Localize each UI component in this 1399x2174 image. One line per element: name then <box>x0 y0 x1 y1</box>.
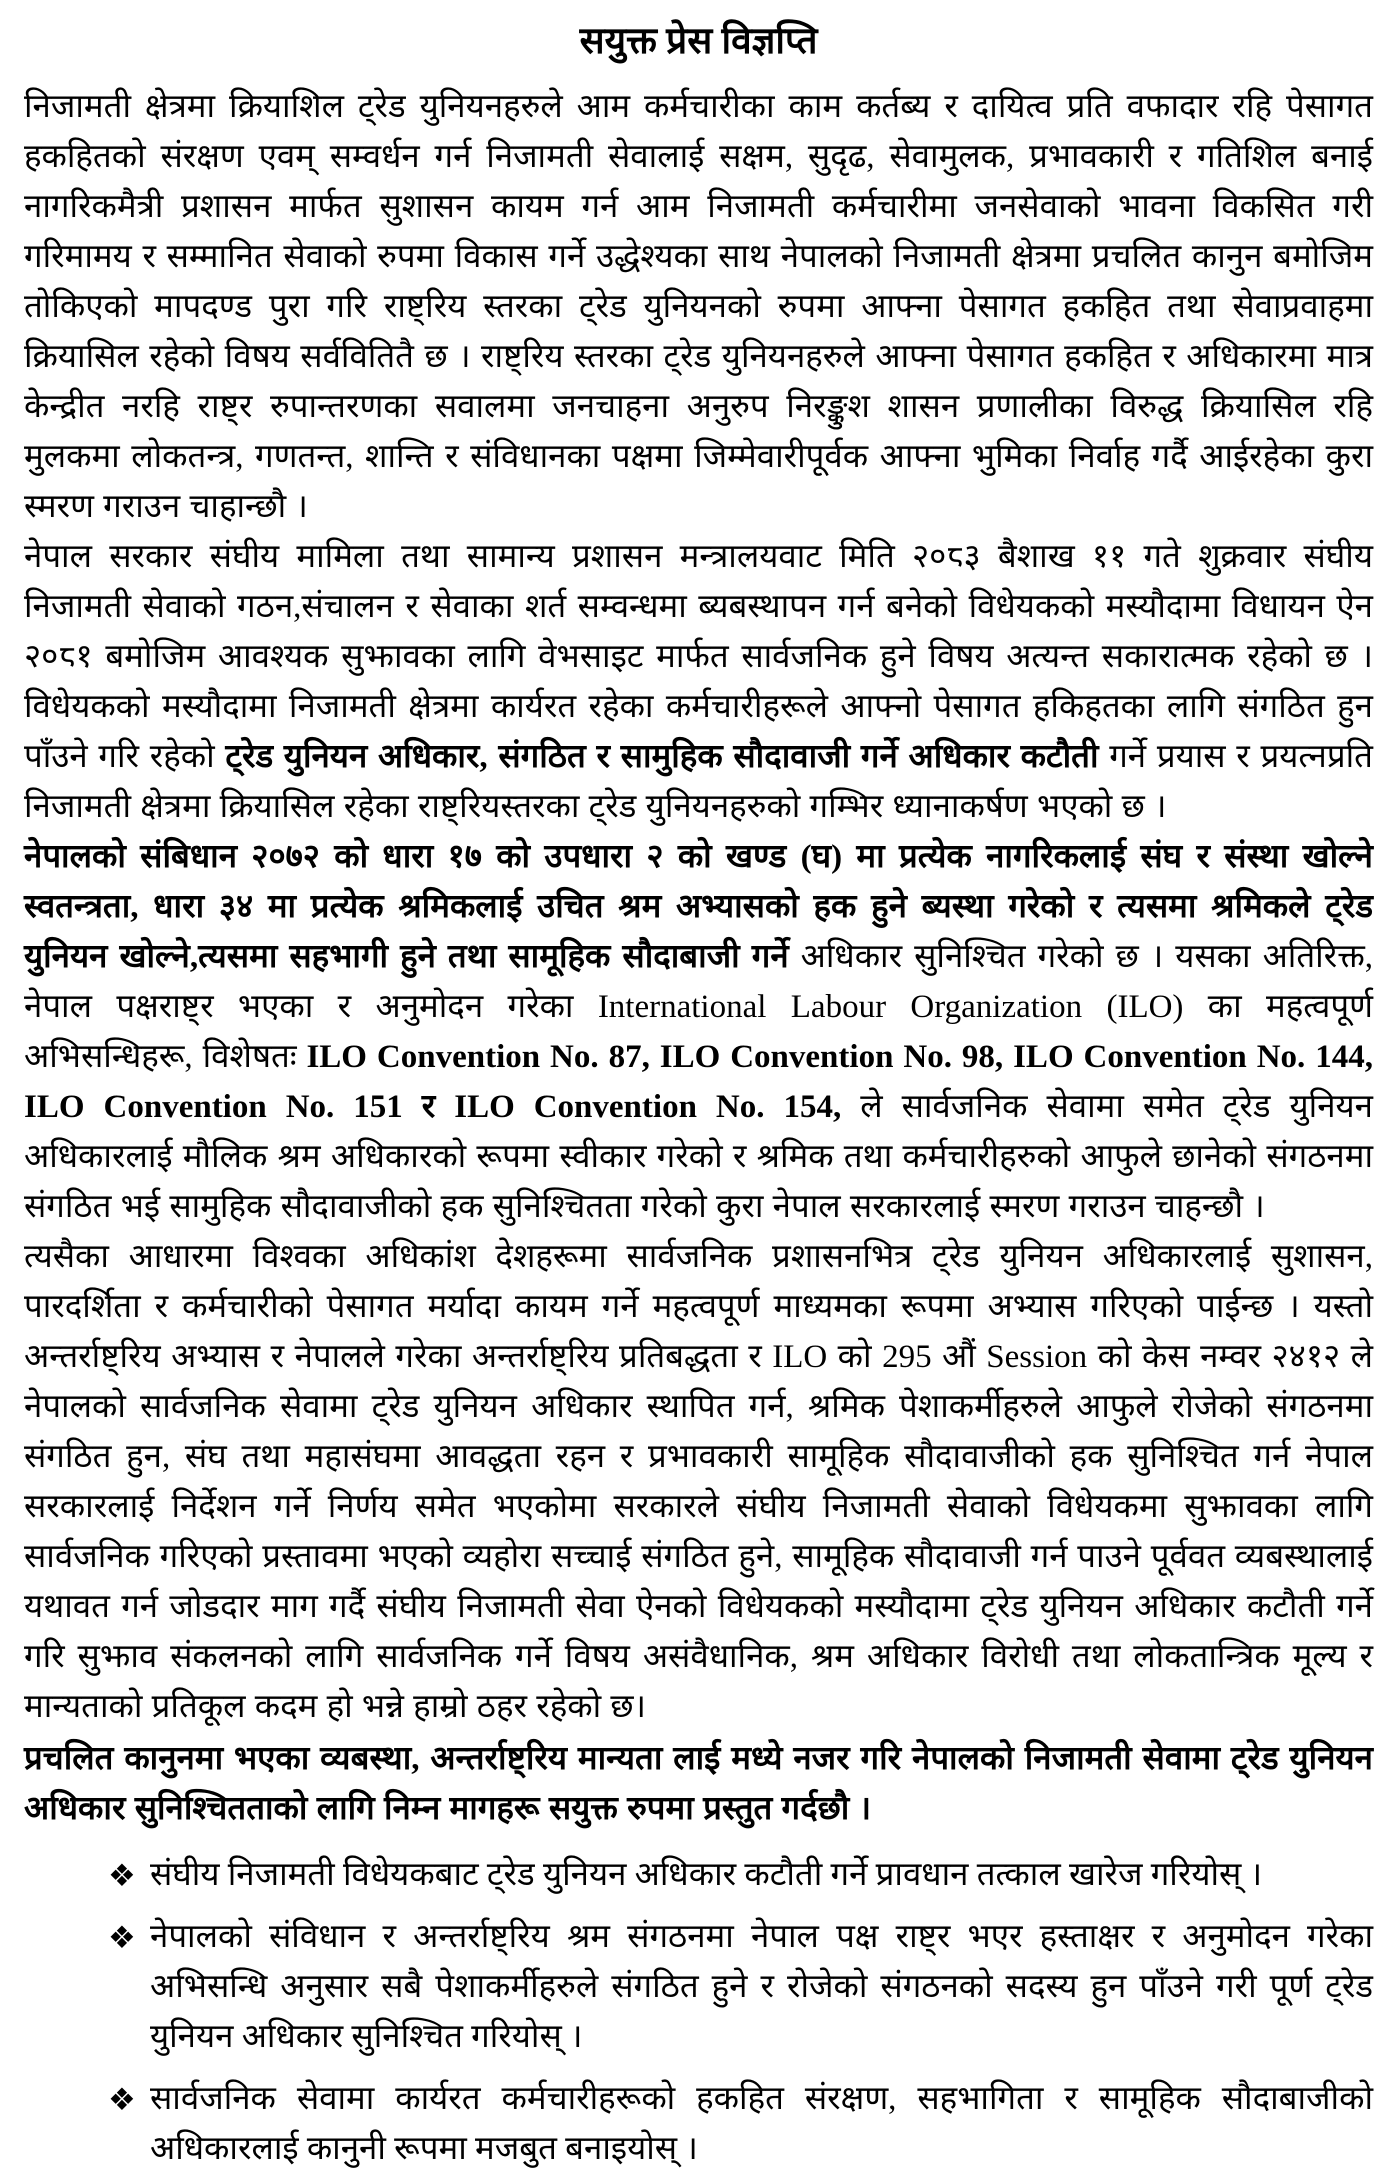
text-run-bold-union-rights-cut: ट्रेड युनियन अधिकार, संगठित र सामुहिक सौदावाजी गर्ने अधिकार कटौती <box>225 739 1099 775</box>
paragraph-bill-draft-concern <box>24 532 1373 832</box>
paragraph-demands-intro <box>24 1734 1373 1834</box>
paragraph-union-role <box>24 82 1373 532</box>
text-run-bold-ilo-conventions: ILO Convention No. 87, ILO Convention No. 98, ILO Convention No. 144, ILO Convention No. 151 र ILO Convention No. 154, <box>24 1039 1373 1125</box>
demand-text: नेपालको संविधान र अन्तर्राष्ट्रिय श्रम संगठनमा नेपाल पक्ष राष्ट्र भएर हस्ताक्षर र अनुमोदन गरेका अभिसन्धि अनुसार सबै पेशाकर्मीहरुले संगठित हुने र रोजेको संगठनको सदस्य हुन पाँउने गरी पूर्ण ट्रेड युनियन अधिकार सुनिश्चित गरियोस् । <box>150 1919 1373 2055</box>
document-title: सयुक्त प्रेस विज्ञप्ति <box>579 21 818 62</box>
text-run: त्यसैका आधारमा विश्वका अधिकांश देशहरूमा सार्वजनिक प्रशासनभित्र ट्रेड युनियन अधिकारलाई सुशासन, पारदर्शिता र कर्मचारीको पेसागत मर्यादा कायम गर्ने महत्वपूर्ण माध्यमका रूपमा अभ्यास गरिएको पाईन्छ । यस्तो अन्तर्राष्ट्रिय अभ्यास र नेपालले गरेका अन्तर्राष्ट्रिय प्रतिबद्धता र ILO को 295 औं Session को केस नम्वर २४१२ ले नेपालको सार्वजनिक सेवामा ट्रेड युनियन अधिकार स्थापित गर्न, श्रमिक पेशाकर्मीहरुले आफुले रोजेको संगठनमा संगठित हुन, संघ तथा महासंघमा आवद्धता रहन र प्रभावकारी सामूहिक सौदावाजीको हक सुनिश्चित गर्न नेपाल सरकारलाई निर्देशन गर्ने निर्णय समेत भएकोमा सरकारले संघीय निजामती सेवाको विधेयकमा सुझावका लागि सार्वजनिक गरिएको प्रस्तावमा भएको व्यहोरा सच्चाई संगठित हुने, सामूहिक सौदावाजी गर्न पाउने पूर्ववत व्यबस्थालाई यथावत गर्न जोडदार माग गर्दै संघीय निजामती सेवा ऐनको विधेयकको मस्यौदामा ट्रेड युनियन अधिकार कटौती गर्ने गरि सुझाव संकलनको लागि सार्वजनिक गर्ने विषय असंवैधानिक, श्रम अधिकार विरोधी तथा लोकतान्त्रिक मूल्य र मान्यताको प्रतिकूल कदम हो भन्ने हाम्रो ठहर रहेको छ। <box>24 1239 1373 1725</box>
text-run: निजामती क्षेत्रमा क्रियाशिल ट्रेड युनियनहरुले आम कर्मचारीका काम कर्तब्य र दायित्व प्रति वफादार रहि पेसागत हकहितको संरक्षण एवम् सम्वर्धन गर्न निजामती सेवालाई सक्षम, सुदृढ, सेवामुलक, प्रभावकारी र गतिशिल बनाई नागरिकमैत्री प्रशासन मार्फत सुशासन कायम गर्न आम निजामती कर्मचारीमा जनसेवाको भावना विकसित गरी गरिमामय र सम्मानित सेवाको रुपमा विकास गर्ने उद्धेश्यका साथ नेपालको निजामती क्षेत्रमा प्रचलित कानुन बमोजिम तोकिएको मापदण्ड पुरा गरि राष्ट्रिय स्तरका ट्रेड युनियनको रुपमा आफ्ना पेसागत हकहित तथा सेवाप्रवाहमा क्रियासिल रहेको विषय सर्ववितितै छ । राष्ट्रिय स्तरका ट्रेड युनियनहरुले आफ्ना पेसागत हकहित र अधिकारमा मात्र केन्द्रीत नरहि राष्ट्र रुपान्तरणका सवालमा जनचाहना अनुरुप निरङ्कुश शासन प्रणालीका विरुद्ध क्रियासिल रहि मुलकमा लोकतन्त्र, गणतन्त, शान्ति र संविधानका पक्षमा जिम्मेवारीपूर्वक आफ्ना भुमिका निर्वाह गर्दै आईरहेका कुरा स्मरण गराउन चाहान्छौ । <box>24 89 1373 525</box>
demand-text: संघीय निजामती विधेयकबाट ट्रेड युनियन अधिकार कटौती गर्ने प्रावधान तत्काल खारेज गरियोस् । <box>150 1857 1263 1893</box>
diamond-bullet-icon: ❖ <box>108 1920 136 1955</box>
demand-text: सार्वजनिक सेवामा कार्यरत कर्मचारीहरूको हकहित संरक्षण, सहभागिता र सामूहिक सौदाबाजीको अधिकारलाई कानुनी रूपमा मजबुत बनाइयोस् । <box>150 2081 1373 2167</box>
list-item-demand-3 <box>108 2074 1373 2174</box>
diamond-bullet-icon: ❖ <box>108 1858 136 1893</box>
text-run: नेपाल सरकार संघीय मामिला तथा सामान्य प्रशासन मन्त्रालयवाट मिति २०८३ बैशाख ११ गते शुक्रवार संघीय निजामती सेवाको गठन,संचालन र सेवाका शर्त सम्वन्धमा ब्यबस्थापन गर्न बनेको विधेयकको मस्यौदामा विधायन ऐन २०८१ बमोजिम आवश्यक सुझावका लागि वेभसाइट मार्फत सार्वजनिक हुने विषय अत्यन्त सकारात्मक रहेको छ । विधेयकको मस्यौदामा निजामती क्षेत्रमा कार्यरत रहेका कर्मचारीहरूले आफ्नो पेसागत हकिहतका लागि संगठित हुन पाँउने गरि रहेको <box>24 539 1373 775</box>
diamond-bullet-icon: ❖ <box>108 2082 136 2117</box>
demands-list <box>24 1850 1373 2174</box>
paragraph-international-practice <box>24 1232 1373 1732</box>
list-item-demand-1 <box>108 1850 1373 1900</box>
list-item-demand-2 <box>108 1912 1373 2062</box>
text-run: गर्ने प्रयास र प्रयत्नप्रति निजामती क्षेत्रमा क्रियासिल रहेका राष्ट्रियस्तरका ट्रेड युनियनहरुको गम्भिर ध्यानाकर्षण भएको छ । <box>24 739 1373 825</box>
text-run-bold-demands-intro: प्रचलित कानुनमा भएका व्यबस्था, अन्तर्राष्ट्रिय मान्यता लाई मध्ये नजर गरि नेपालको निजामती सेवामा ट्रेड युनियन अधिकार सुनिश्चितताको लागि निम्न मागहरू सयुक्त रुपमा प्रस्तुत गर्दछौ । <box>24 1741 1373 1827</box>
text-run-bold-constitution: नेपालको संबिधान २०७२ को धारा १७ को उपधारा २ को खण्ड (घ) मा प्रत्येक नागरिकलाई संघ र संस्था खोल्ने स्वतन्त्रता, धारा ३४ मा प्रत्येक श्रमिकलाई उचित श्रम अभ्यासको हक हुने ब्यस्था गरेको र त्यसमा श्रमिकले ट्रेड युनियन खोल्ने,त्यसमा सहभागी हुने तथा सामूहिक सौदाबाजी गर्ने <box>24 839 1373 975</box>
text-run: ले सार्वजनिक सेवामा समेत ट्रेड युनियन अधिकारलाई मौलिक श्रम अधिकारको रूपमा स्वीकार गरेको र श्रमिक तथा कर्मचारीहरुको आफुले छानेको संगठनमा संगठित भई सामुहिक सौदावाजीको हक सुनिश्चितता गरेको कुरा नेपाल सरकारलाई स्मरण गराउन चाहन्छौ । <box>24 1089 1373 1225</box>
text-run: अधिकार सुनिश्चित गरेको छ । यसका अतिरिक्त, नेपाल पक्षराष्ट्र भएका र अनुमोदन गरेका International Labour Organization (ILO) का महत्वपूर्ण अभिसन्धिहरू, विशेषतः <box>24 939 1373 1075</box>
paragraph-constitution-ilo <box>24 832 1373 1232</box>
